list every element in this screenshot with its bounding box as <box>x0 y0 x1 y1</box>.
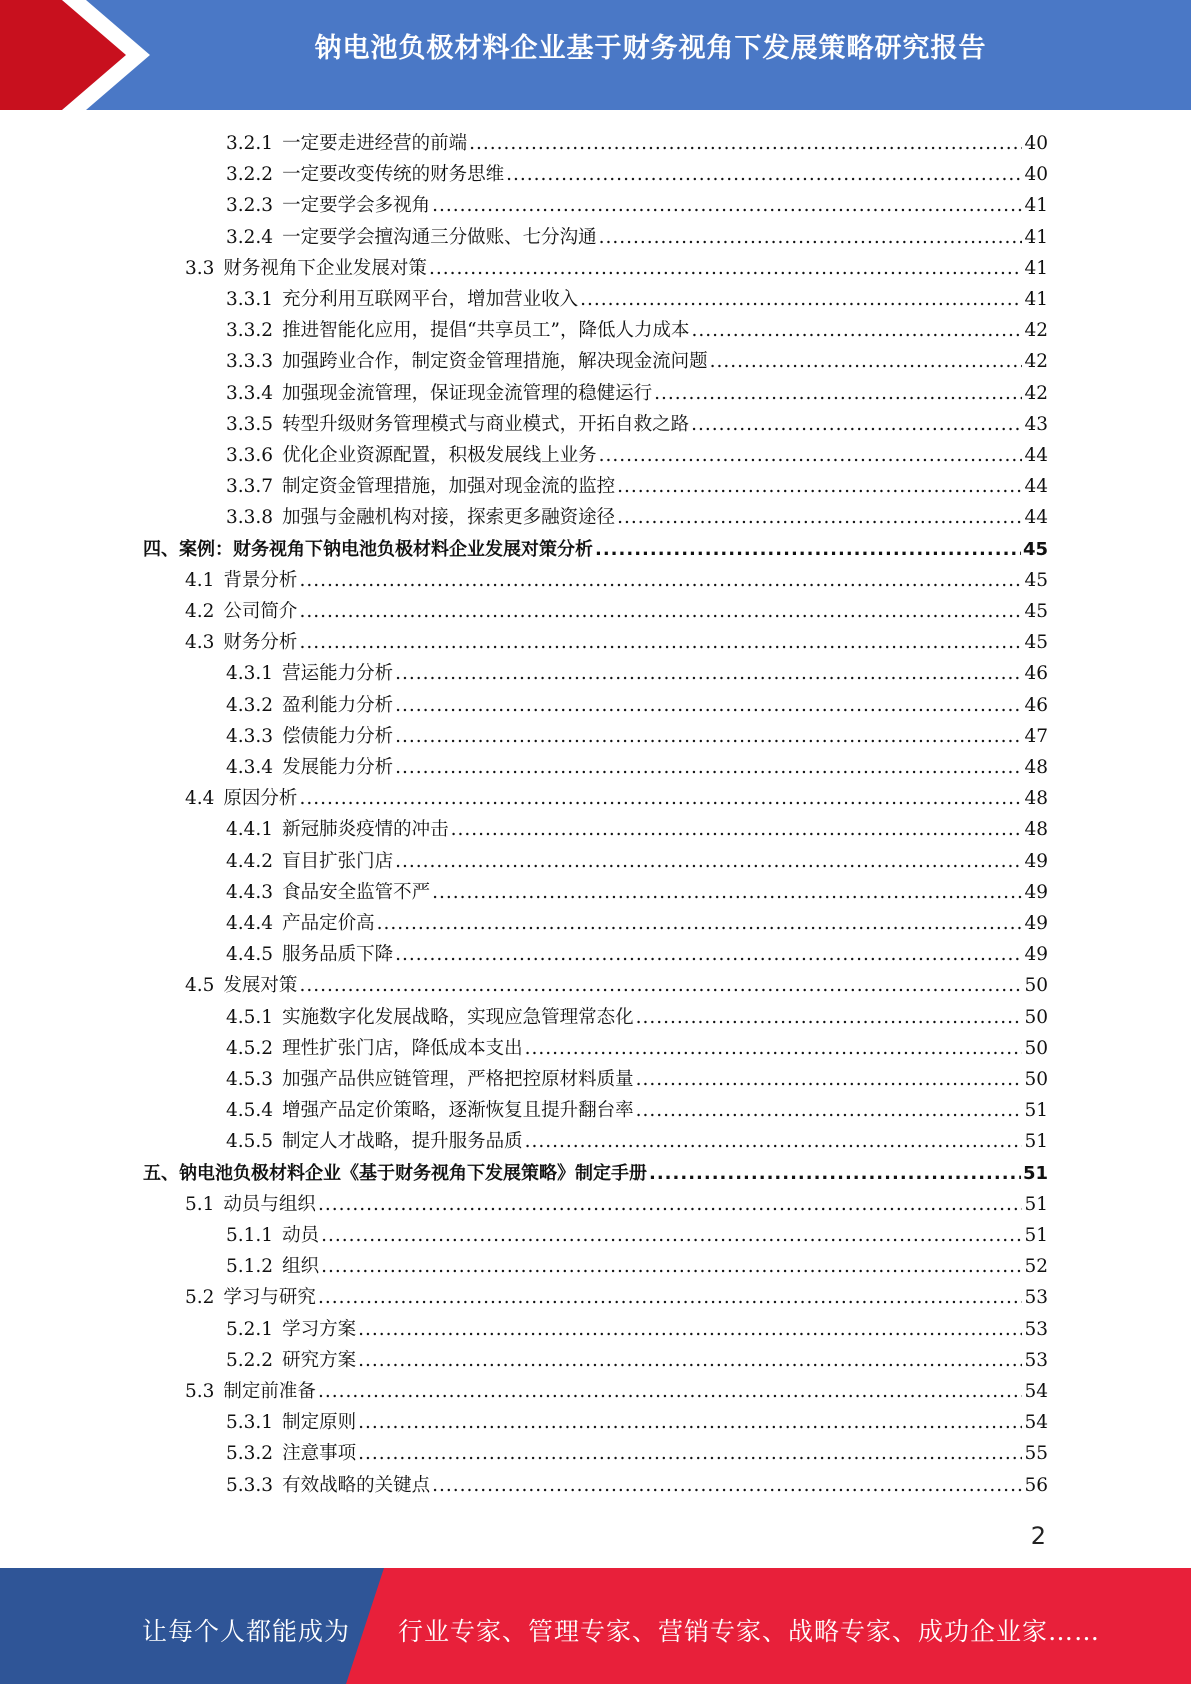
toc-dot-leader <box>358 1407 1022 1438</box>
toc-entry[interactable] <box>226 1470 1048 1501</box>
toc-entry-page: 53 <box>1024 1349 1048 1371</box>
toc-entry-title: 财务分析 <box>223 632 298 654</box>
toc-entry-number: 3.3 <box>185 257 215 279</box>
toc-dot-leader <box>451 814 1023 845</box>
toc-entry-number: 5.1 <box>185 1193 215 1215</box>
toc-entry-number: 3.3.3 <box>226 351 274 373</box>
toc-entry[interactable] <box>226 721 1048 752</box>
toc-entry[interactable] <box>226 222 1048 253</box>
toc-entry[interactable] <box>226 440 1048 471</box>
toc-dot-leader <box>525 1126 1023 1157</box>
toc-entry-page: 45 <box>1022 538 1048 560</box>
toc-entry-title: 盲目扩张门店 <box>282 850 394 872</box>
toc-entry[interactable] <box>226 690 1048 721</box>
toc-entry-title: 盈利能力分析 <box>282 694 394 716</box>
toc-entry-page: 54 <box>1024 1381 1048 1402</box>
toc-entry-page: 42 <box>1024 351 1048 373</box>
toc-entry[interactable] <box>226 814 1048 845</box>
toc-dot-leader <box>318 1282 1023 1313</box>
toc-entry-number: 4.5.1 <box>226 1006 274 1028</box>
toc-entry[interactable] <box>226 378 1048 409</box>
toc-entry-title: 学习与研究 <box>223 1287 316 1309</box>
toc-entry-page: 49 <box>1024 913 1048 934</box>
toc-entry-page: 48 <box>1024 757 1048 778</box>
toc-entry-title: 优化企业资源配置，积极发展线上业务 <box>282 445 597 466</box>
toc-entry-page: 47 <box>1024 725 1048 747</box>
toc-entry-title: 原因分析 <box>223 788 298 810</box>
toc-dot-leader <box>395 939 1022 970</box>
toc-entry[interactable] <box>226 346 1048 377</box>
toc-entry-page: 50 <box>1024 1006 1048 1028</box>
toc-entry-page: 44 <box>1024 476 1048 498</box>
toc-entry-title: 加强产品供应链管理，严格把控原材料质量 <box>282 1069 634 1090</box>
toc-entry-number: 4.4.5 <box>226 944 274 966</box>
toc-entry-title: 公司简介 <box>223 601 298 622</box>
toc-dot-leader <box>692 315 1023 346</box>
header-title: 钠电池负极材料企业基于财务视角下发展策略研究报告 <box>314 33 987 64</box>
toc-dot-leader <box>636 1095 1023 1126</box>
toc-entry[interactable] <box>226 877 1048 908</box>
toc-entry-page: 45 <box>1024 569 1048 591</box>
footer-slogan-right: 行业专家、管理专家、营销专家、战略专家、成功企业家…… <box>398 1617 1101 1646</box>
toc-entry-number: 5.2 <box>185 1287 215 1309</box>
toc-dot-leader <box>654 378 1022 409</box>
toc-dot-leader <box>395 658 1022 689</box>
toc-entry[interactable] <box>226 1064 1048 1095</box>
toc-entry-title: 一定要走进经营的前端 <box>282 133 468 154</box>
toc-entry-title: 理性扩张门店，降低成本支出 <box>282 1037 523 1059</box>
toc-entry-title: 服务品质下降 <box>282 944 394 966</box>
toc-entry-page: 46 <box>1024 663 1048 685</box>
toc-entry-title: 财务视角下企业发展对策 <box>223 257 427 279</box>
toc-entry[interactable] <box>226 284 1048 315</box>
toc-dot-leader <box>358 1345 1022 1376</box>
toc-entry-page: 44 <box>1024 445 1048 466</box>
toc-entry[interactable] <box>226 1002 1048 1033</box>
toc-entry[interactable] <box>185 783 1048 814</box>
toc-entry-title: 学习方案 <box>282 1318 357 1340</box>
toc-entry-number: 4.3 <box>185 632 215 654</box>
toc-entry[interactable] <box>185 565 1048 596</box>
toc-entry-number: 3.2.3 <box>226 195 274 217</box>
toc-dot-leader <box>318 1189 1023 1220</box>
toc-entry-number: 4.4.4 <box>226 913 274 934</box>
toc-entry[interactable] <box>226 315 1048 346</box>
toc-dot-leader <box>321 1251 1022 1282</box>
toc-dot-leader <box>432 1470 1022 1501</box>
toc-entry-number: 4.5.4 <box>226 1100 274 1122</box>
toc-entry-title: 产品定价高 <box>282 913 375 934</box>
toc-entry-number: 4.4 <box>185 788 215 810</box>
toc-entry-title: 研究方案 <box>282 1349 357 1371</box>
toc-entry-number: 3.3.5 <box>226 413 274 435</box>
toc-entry-page: 41 <box>1024 195 1048 217</box>
toc-entry-number: 3.2.1 <box>226 133 274 154</box>
toc-dot-leader <box>636 1064 1023 1095</box>
toc-entry-number: 4.4.1 <box>226 819 274 841</box>
toc-entry[interactable] <box>226 1345 1048 1376</box>
toc-dot-leader <box>599 222 1023 253</box>
toc-entry-title: 背景分析 <box>223 569 298 591</box>
toc-entry-page: 53 <box>1024 1318 1048 1340</box>
toc-entry-number: 3.3.2 <box>226 320 274 342</box>
toc-entry[interactable] <box>226 939 1048 970</box>
toc-entry[interactable] <box>185 596 1048 627</box>
toc-entry-number: 3.2.2 <box>226 164 274 186</box>
toc-entry[interactable] <box>226 190 1048 221</box>
toc-entry-number: 4.5.5 <box>226 1131 274 1153</box>
toc-dot-leader <box>358 1314 1022 1345</box>
toc-entry-title: 偿债能力分析 <box>282 725 394 747</box>
toc-dot-leader <box>358 1438 1022 1469</box>
toc-entry-number: 5.2.1 <box>226 1318 274 1340</box>
toc-dot-leader <box>580 284 1022 315</box>
toc-entry-title: 有效战略的关键点 <box>282 1474 431 1496</box>
toc-entry-title: 四、案例：财务视角下钠电池负极材料企业发展对策分析 <box>143 538 593 560</box>
toc-entry-title: 转型升级财务管理模式与商业模式，开拓自救之路 <box>282 413 690 435</box>
toc-entry-page: 40 <box>1024 133 1048 154</box>
toc-entry[interactable] <box>143 534 1048 565</box>
toc-dot-leader <box>299 596 1022 627</box>
toc-entry-title: 发展能力分析 <box>282 757 394 778</box>
toc-entry-title: 制定人才战略，提升服务品质 <box>282 1131 523 1153</box>
toc-entry-number: 5.1.2 <box>226 1256 274 1278</box>
toc-entry-number: 4.3.1 <box>226 663 274 685</box>
toc-entry-page: 53 <box>1024 1287 1048 1309</box>
toc-entry-number: 3.3.4 <box>226 382 274 404</box>
toc-entry[interactable] <box>185 970 1048 1001</box>
toc-entry[interactable] <box>226 409 1048 440</box>
toc-entry-page: 54 <box>1024 1412 1048 1434</box>
toc-entry-page: 42 <box>1024 382 1048 404</box>
toc-entry-title: 注意事项 <box>282 1443 357 1465</box>
toc-entry[interactable] <box>185 253 1048 284</box>
toc-dot-leader <box>299 783 1022 814</box>
toc-entry-page: 51 <box>1024 1193 1048 1215</box>
toc-entry-title: 动员 <box>282 1225 320 1246</box>
toc-entry[interactable] <box>226 908 1048 939</box>
toc-entry-page: 43 <box>1024 413 1048 435</box>
toc-entry-title: 加强跨业合作，制定资金管理措施，解决现金流问题 <box>282 351 708 373</box>
toc-entry-title: 新冠肺炎疫情的冲击 <box>282 819 449 841</box>
toc-entry-number: 4.5.3 <box>226 1069 274 1090</box>
toc-dot-leader <box>395 846 1022 877</box>
toc-entry-page: 45 <box>1024 601 1048 622</box>
toc-entry-page: 50 <box>1024 1069 1048 1090</box>
toc-entry-number: 3.3.1 <box>226 289 274 310</box>
toc-entry-title: 一定要改变传统的财务思维 <box>282 164 505 186</box>
toc-entry-number: 5.1.1 <box>226 1225 274 1246</box>
toc-entry-page: 51 <box>1024 1131 1048 1153</box>
toc-entry-number: 3.3.6 <box>226 445 274 466</box>
toc-entry-title: 实施数字化发展战略，实现应急管理常态化 <box>282 1006 634 1028</box>
toc-dot-leader <box>595 534 1021 565</box>
toc-dot-leader <box>299 565 1022 596</box>
toc-dot-leader <box>599 440 1023 471</box>
toc-dot-leader <box>321 1220 1022 1251</box>
toc-dot-leader <box>691 409 1022 440</box>
toc-entry-title: 加强与金融机构对接，探索更多融资途径 <box>282 507 616 529</box>
footer-slogan-left: 让每个人都能成为 <box>142 1617 351 1646</box>
toc-entry[interactable] <box>226 1126 1048 1157</box>
toc-entry-number: 4.5 <box>185 975 215 997</box>
toc-entry[interactable] <box>226 471 1048 502</box>
page-number: 2 <box>1030 1522 1046 1550</box>
toc-entry-number: 4.5.2 <box>226 1037 274 1059</box>
toc-entry[interactable] <box>226 1314 1048 1345</box>
toc-entry-page: 50 <box>1024 1037 1048 1059</box>
toc-entry-number: 5.3.3 <box>226 1474 274 1496</box>
toc-entry[interactable] <box>185 627 1048 658</box>
toc-entry-number: 4.4.2 <box>226 850 274 872</box>
toc-entry-number: 4.3.4 <box>226 757 274 778</box>
toc-entry[interactable] <box>226 128 1048 159</box>
toc-dot-leader <box>395 690 1022 721</box>
toc-dot-leader <box>377 908 1023 939</box>
toc-entry[interactable] <box>226 1220 1048 1251</box>
toc-entry-title: 营运能力分析 <box>282 663 394 685</box>
toc-entry-page: 49 <box>1024 850 1048 872</box>
toc-entry-number: 5.3 <box>185 1381 215 1402</box>
toc-entry-page: 51 <box>1022 1162 1048 1184</box>
toc-entry-number: 4.3.3 <box>226 725 274 747</box>
toc-entry-title: 一定要学会擅沟通三分做账、七分沟通 <box>282 226 597 248</box>
toc-entry[interactable] <box>226 846 1048 877</box>
toc-entry-title: 增强产品定价策略，逐渐恢复且提升翻台率 <box>282 1100 634 1122</box>
toc-entry-number: 4.2 <box>185 601 215 622</box>
page-header <box>0 0 1191 110</box>
toc-entry-number: 3.2.4 <box>226 226 274 248</box>
toc-entry-title: 发展对策 <box>223 975 298 997</box>
toc-dot-leader <box>299 970 1022 1001</box>
toc-entry-title: 制定原则 <box>282 1412 357 1434</box>
toc-entry-page: 40 <box>1024 164 1048 186</box>
toc-entry-title: 推进智能化应用，提倡“共享员工”，降低人力成本 <box>282 320 690 342</box>
toc-dot-leader <box>617 471 1022 502</box>
toc-entry-title: 加强现金流管理，保证现金流管理的稳健运行 <box>282 382 653 404</box>
toc-entry-title: 食品安全监管不严 <box>282 881 431 903</box>
toc-entry-page: 49 <box>1024 881 1048 903</box>
toc-entry-title: 制定前准备 <box>223 1381 316 1402</box>
toc-entry[interactable] <box>226 1095 1048 1126</box>
toc-entry-page: 41 <box>1024 289 1048 310</box>
toc-entry-page: 41 <box>1024 257 1048 279</box>
toc-dot-leader <box>710 346 1023 377</box>
page-footer <box>0 1568 1191 1684</box>
toc-entry-page: 55 <box>1024 1443 1048 1465</box>
toc-entry-page: 51 <box>1024 1100 1048 1122</box>
toc-entry[interactable] <box>226 502 1048 533</box>
toc-entry-page: 50 <box>1024 975 1048 997</box>
toc-entry-page: 45 <box>1024 632 1048 654</box>
toc-entry-number: 3.3.7 <box>226 476 274 498</box>
toc-entry-page: 56 <box>1024 1474 1048 1496</box>
toc-entry-number: 5.3.2 <box>226 1443 274 1465</box>
toc-entry-page: 48 <box>1024 788 1048 810</box>
toc-dot-leader <box>469 128 1022 159</box>
toc-entry[interactable] <box>226 159 1048 190</box>
toc-entry-title: 制定资金管理措施，加强对现金流的监控 <box>282 476 616 498</box>
toc-dot-leader <box>432 877 1022 908</box>
toc-dot-leader <box>617 502 1022 533</box>
toc-entry-page: 41 <box>1024 226 1048 248</box>
toc-entry[interactable] <box>226 1438 1048 1469</box>
toc-entry-title: 组织 <box>282 1256 320 1278</box>
toc-entry[interactable] <box>226 1251 1048 1282</box>
toc-dot-leader <box>318 1376 1023 1407</box>
toc-entry-page: 52 <box>1024 1256 1048 1278</box>
toc-entry[interactable] <box>185 1376 1048 1407</box>
toc-entry-page: 48 <box>1024 819 1048 841</box>
toc-entry[interactable] <box>143 1158 1048 1189</box>
toc-entry[interactable] <box>185 1189 1048 1220</box>
toc-dot-leader <box>649 1158 1021 1189</box>
toc-entry-page: 44 <box>1024 507 1048 529</box>
toc-dot-leader <box>395 752 1022 783</box>
toc-dot-leader <box>429 253 1023 284</box>
toc-dot-leader <box>432 190 1022 221</box>
toc-entry-title: 一定要学会多视角 <box>282 195 431 217</box>
toc-entry-number: 4.3.2 <box>226 694 274 716</box>
toc-dot-leader <box>299 627 1022 658</box>
toc-entry-number: 5.2.2 <box>226 1349 274 1371</box>
toc-entry[interactable] <box>226 658 1048 689</box>
toc-entry-page: 49 <box>1024 944 1048 966</box>
toc-dot-leader <box>506 159 1022 190</box>
toc-entry-number: 3.3.8 <box>226 507 274 529</box>
toc-dot-leader <box>525 1033 1023 1064</box>
toc-dot-leader <box>395 721 1022 752</box>
toc-entry[interactable] <box>226 752 1048 783</box>
toc-entry-number: 4.4.3 <box>226 881 274 903</box>
toc-entry[interactable] <box>185 1282 1048 1313</box>
toc-entry-page: 46 <box>1024 694 1048 716</box>
toc-entry-number: 4.1 <box>185 569 215 591</box>
toc-entry-title: 五、钠电池负极材料企业《基于财务视角下发展策略》制定手册 <box>143 1162 647 1184</box>
toc-entry-number: 5.3.1 <box>226 1412 274 1434</box>
toc-entry[interactable] <box>226 1407 1048 1438</box>
toc-entry-title: 动员与组织 <box>223 1193 316 1215</box>
toc-dot-leader <box>636 1002 1023 1033</box>
toc-entry-page: 51 <box>1024 1225 1048 1246</box>
toc-entry-page: 42 <box>1024 320 1048 342</box>
toc-entry[interactable] <box>226 1033 1048 1064</box>
toc-entry-title: 充分利用互联网平台，增加营业收入 <box>282 289 579 310</box>
